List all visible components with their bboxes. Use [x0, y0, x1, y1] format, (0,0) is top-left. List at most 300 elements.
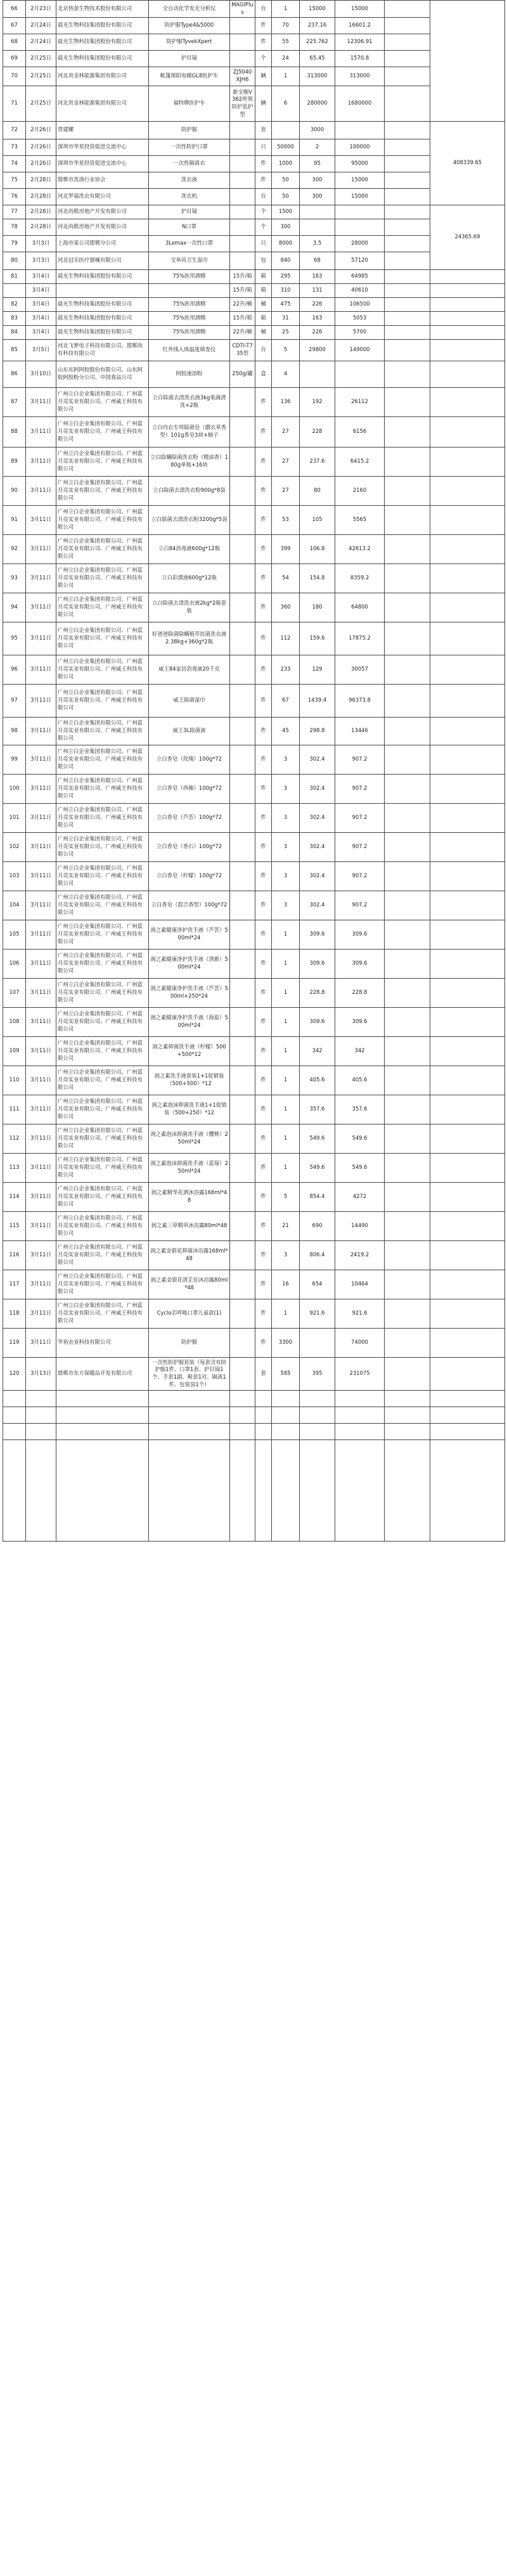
blank-cell	[3, 1439, 26, 1541]
blank-cell	[3, 1407, 26, 1423]
table-row	[3, 34, 505, 50]
row-item: 立白除菌去渍洗衣粉900g*8袋	[149, 476, 230, 505]
row-item: 洗衣机	[149, 188, 230, 205]
row-extra	[385, 188, 430, 205]
table-row	[3, 235, 505, 252]
table-row	[3, 1328, 505, 1357]
row-amount: 14490	[335, 1211, 385, 1240]
row-unit: 件	[255, 832, 272, 861]
row-item: 护目镜	[149, 50, 230, 67]
row-vendor: 广州立白企业集团有限公司、广州蓝月亮实业有限公司、广州威王科技有限公司	[56, 447, 149, 476]
row-price: 690	[300, 1211, 335, 1240]
table-row	[3, 252, 505, 269]
row-qty: 5	[272, 1182, 300, 1211]
table-row	[3, 1270, 505, 1299]
row-vendor: 河北贵金林能源集团有限公司	[56, 67, 149, 86]
row-number: 107	[3, 978, 26, 1007]
row-date: 3月11日	[26, 1328, 56, 1357]
row-qty: 3	[272, 745, 300, 774]
row-number: 88	[3, 416, 26, 447]
blank-cell	[272, 1439, 300, 1541]
row-unit: 件	[255, 172, 272, 188]
row-amount: 8359.2	[335, 564, 385, 593]
row-subtotal	[430, 325, 505, 339]
row-number: 98	[3, 717, 26, 745]
row-unit: 辆	[255, 86, 272, 121]
row-extra	[385, 325, 430, 339]
row-date: 3月11日	[26, 416, 56, 447]
row-item: 防护服	[149, 121, 230, 139]
row-extra	[385, 1328, 430, 1357]
row-extra	[385, 505, 430, 534]
donation-table	[3, 0, 505, 1542]
row-unit: 件	[255, 891, 272, 920]
blank-cell	[272, 1407, 300, 1423]
row-amount: 907.2	[335, 745, 385, 774]
row-unit: 件	[255, 447, 272, 476]
table-row	[3, 1153, 505, 1182]
row-unit: 件	[255, 387, 272, 416]
row-amount: 149000	[335, 339, 385, 361]
row-date: 3月11日	[26, 861, 56, 891]
row-extra	[385, 949, 430, 978]
row-spec	[230, 861, 255, 891]
row-date: 2月26日	[26, 155, 56, 172]
row-date: 2月26日	[26, 121, 56, 139]
row-amount: 15000	[335, 1, 385, 18]
row-unit: 箱	[255, 283, 272, 297]
row-date: 3月11日	[26, 1066, 56, 1095]
row-unit: 件	[255, 34, 272, 50]
row-spec	[230, 949, 255, 978]
row-amount: 309.6	[335, 949, 385, 978]
row-vendor	[56, 283, 149, 297]
row-qty: 1	[272, 920, 300, 949]
table-row	[3, 832, 505, 861]
row-unit: 只	[255, 235, 272, 252]
row-date: 2月28日	[26, 219, 56, 235]
blank-cell	[430, 1407, 505, 1423]
row-unit: 件	[255, 978, 272, 1007]
row-item: 润之素金银花清芷佳沐浴露80ml*48	[149, 1270, 230, 1299]
blank-cell	[56, 1423, 149, 1439]
row-extra	[385, 361, 430, 387]
row-amount: 309.6	[335, 1007, 385, 1036]
row-extra	[385, 717, 430, 745]
row-amount: 15000	[335, 188, 385, 205]
table-row	[3, 920, 505, 949]
row-qty: 295	[272, 269, 300, 283]
row-extra	[385, 447, 430, 476]
row-vendor: 晨光生物科技集团股份有限公司	[56, 325, 149, 339]
row-extra	[385, 67, 430, 86]
row-item: 防护服Type4&5000	[149, 17, 230, 34]
blank-cell	[300, 1407, 335, 1423]
row-amount	[335, 219, 385, 235]
row-price: 3.5	[300, 235, 335, 252]
table-row	[3, 1124, 505, 1153]
row-qty: 25	[272, 325, 300, 339]
row-qty: 585	[272, 1357, 300, 1390]
row-price: 342	[300, 1036, 335, 1066]
row-subtotal	[430, 1153, 505, 1182]
blank-cell	[272, 1390, 300, 1407]
row-date: 2月26日	[26, 139, 56, 155]
row-date: 2月24日	[26, 17, 56, 34]
row-item: 福特牌医护车	[149, 86, 230, 121]
row-extra	[385, 534, 430, 564]
row-price: 106.8	[300, 534, 335, 564]
table-row	[3, 622, 505, 655]
row-spec	[230, 1153, 255, 1182]
row-extra	[385, 593, 430, 622]
row-vendor: 河北尚联房地产开发有限公司	[56, 205, 149, 219]
table-row	[3, 205, 505, 219]
row-unit: 件	[255, 1095, 272, 1124]
row-date: 3月11日	[26, 1095, 56, 1124]
table-row	[3, 1357, 505, 1390]
row-number: 119	[3, 1328, 26, 1357]
row-amount: 17875.2	[335, 622, 385, 655]
row-qty: 840	[272, 252, 300, 269]
row-amount: 12306.91	[335, 34, 385, 50]
row-date: 3月11日	[26, 717, 56, 745]
row-qty: 21	[272, 1211, 300, 1240]
table-row	[3, 86, 505, 121]
row-extra	[385, 139, 430, 155]
row-price: 65.45	[300, 50, 335, 67]
blank-cell	[385, 1390, 430, 1407]
row-subtotal	[430, 361, 505, 387]
row-item: Cyclo芯呼吸口罩儿童款(1)	[149, 1299, 230, 1328]
table-row	[3, 283, 505, 297]
row-extra	[385, 155, 430, 172]
row-number: 80	[3, 252, 26, 269]
row-item: 润之素健康净护洗手液（海盐）500ml*24	[149, 1007, 230, 1036]
blank-cell	[26, 1407, 56, 1423]
row-vendor: 邯郸市东方保健品开发有限公司	[56, 1357, 149, 1390]
row-extra	[385, 387, 430, 416]
row-vendor: 晨光生物科技集团股份有限公司	[56, 311, 149, 325]
table-row	[3, 1036, 505, 1066]
row-number: 117	[3, 1270, 26, 1299]
blank-cell	[149, 1439, 230, 1541]
row-price: 302.4	[300, 803, 335, 832]
row-number: 70	[3, 67, 26, 86]
row-unit: 桶	[255, 325, 272, 339]
row-qty: 1	[272, 1299, 300, 1328]
row-subtotal	[430, 1095, 505, 1124]
row-item: 75%医用酒精	[149, 325, 230, 339]
row-subtotal	[430, 416, 505, 447]
blank-cell	[230, 1439, 255, 1541]
row-amount: 96373.8	[335, 684, 385, 717]
row-amount: 40610	[335, 283, 385, 297]
row-vendor: 晨光生物科技集团股份有限公司	[56, 34, 149, 50]
row-extra	[385, 1299, 430, 1328]
row-item: 75%医用酒精	[149, 297, 230, 311]
row-qty: 1	[272, 1095, 300, 1124]
table-row	[3, 172, 505, 188]
row-extra	[385, 655, 430, 684]
row-number: 74	[3, 155, 26, 172]
row-vendor: 广州立白企业集团有限公司、广州蓝月亮实业有限公司、广州威王科技有限公司	[56, 1007, 149, 1036]
table-row	[3, 17, 505, 34]
row-date: 3月11日	[26, 1007, 56, 1036]
row-qty: 70	[272, 17, 300, 34]
row-number	[3, 283, 26, 297]
row-amount	[335, 121, 385, 139]
row-item: 立白香皂（混合香型）100g*72	[149, 891, 230, 920]
row-vendor: 广州立白企业集团有限公司、广州蓝月亮实业有限公司、广州威王科技有限公司	[56, 387, 149, 416]
row-number: 68	[3, 34, 26, 50]
blank-cell	[230, 1407, 255, 1423]
row-amount: 64800	[335, 593, 385, 622]
row-date: 3月11日	[26, 1299, 56, 1328]
row-item: 立白除菌去渍洗衣液2kg*2瓶套装	[149, 593, 230, 622]
row-number: 95	[3, 622, 26, 655]
row-qty: 1	[272, 1066, 300, 1095]
row-vendor: 广州立白企业集团有限公司、广州蓝月亮实业有限公司、广州威王科技有限公司	[56, 564, 149, 593]
row-qty: 475	[272, 297, 300, 311]
row-subtotal	[430, 447, 505, 476]
row-vendor: 广州立白企业集团有限公司、广州蓝月亮实业有限公司、广州威王科技有限公司	[56, 1066, 149, 1095]
row-unit: 件	[255, 1270, 272, 1299]
blank-cell	[149, 1407, 230, 1423]
row-date: 2月23日	[26, 1, 56, 18]
row-item: 立白内衣专用除菌皂（蘑衣草香型）101g香皂3块+柚子	[149, 416, 230, 447]
row-vendor: 山东东阿阿胶股份有限公司、山东阿胶阿胶粉分公司、中国食品公司	[56, 361, 149, 387]
row-extra	[385, 1095, 430, 1124]
blank-cell	[26, 1423, 56, 1439]
row-extra	[385, 920, 430, 949]
row-number: 93	[3, 564, 26, 593]
row-subtotal	[430, 949, 505, 978]
row-price: 654	[300, 1270, 335, 1299]
row-amount: 549.6	[335, 1153, 385, 1182]
table-row	[3, 949, 505, 978]
row-qty: 4	[272, 361, 300, 387]
table-row	[3, 564, 505, 593]
table-row	[3, 1211, 505, 1240]
row-spec	[230, 50, 255, 67]
row-spec	[230, 534, 255, 564]
table-row	[3, 50, 505, 67]
row-date: 3月11日	[26, 505, 56, 534]
row-item: 润之素精华花洒沐浴露168ml*48	[149, 1182, 230, 1211]
row-vendor: 北京热景生物技术股份有限公司	[56, 1, 149, 18]
table-row	[3, 67, 505, 86]
row-unit: 件	[255, 1328, 272, 1357]
table-row	[3, 155, 505, 172]
row-amount: 228.8	[335, 978, 385, 1007]
table-row	[3, 505, 505, 534]
row-amount: 57120	[335, 252, 385, 269]
row-price: 237.16	[300, 17, 335, 34]
row-spec: 新全顺V362所领防护监护型	[230, 86, 255, 121]
row-number: 67	[3, 17, 26, 34]
row-number: 99	[3, 745, 26, 774]
row-qty: 3300	[272, 1328, 300, 1357]
row-price: 300	[300, 172, 335, 188]
row-extra	[385, 803, 430, 832]
row-vendor: 深圳市华星投资促进交流中心	[56, 155, 149, 172]
row-number: 85	[3, 339, 26, 361]
row-item: 立白香皂（柠檬）100g*72	[149, 861, 230, 891]
row-item: 洗衣液	[149, 172, 230, 188]
row-number: 89	[3, 447, 26, 476]
row-price: 29800	[300, 339, 335, 361]
row-date: 2月25日	[26, 50, 56, 67]
row-spec	[230, 655, 255, 684]
row-amount: 10464	[335, 1270, 385, 1299]
row-item: 立白香皂（西柚）100g*72	[149, 774, 230, 803]
row-item: 3Lemax一次性口罩	[149, 235, 230, 252]
row-vendor: 河北飞梦电子科技有限公司、邯郸尚有科技有限公司	[56, 339, 149, 361]
row-vendor: 广州立白企业集团有限公司、广州蓝月亮实业有限公司、广州威王科技有限公司	[56, 1182, 149, 1211]
row-price: 921.6	[300, 1299, 335, 1328]
row-qty: 112	[272, 622, 300, 655]
row-price: 95	[300, 155, 335, 172]
row-extra	[385, 1270, 430, 1299]
row-unit: 件	[255, 803, 272, 832]
row-number: 73	[3, 139, 26, 155]
row-amount: 231075	[335, 1357, 385, 1390]
row-extra	[385, 745, 430, 774]
row-date: 3月11日	[26, 655, 56, 684]
row-date: 3月4日	[26, 325, 56, 339]
row-subtotal	[430, 269, 505, 283]
blank-cell	[3, 1390, 26, 1407]
row-unit: 件	[255, 774, 272, 803]
row-number: 109	[3, 1036, 26, 1066]
row-extra	[385, 297, 430, 311]
row-price	[300, 219, 335, 235]
row-amount: 100000	[335, 139, 385, 155]
blank-cell	[230, 1390, 255, 1407]
row-qty: 50	[272, 188, 300, 205]
table-row	[3, 297, 505, 311]
row-price: 1439.4	[300, 684, 335, 717]
row-number: 86	[3, 361, 26, 387]
row-unit: 包	[255, 252, 272, 269]
table-row	[3, 1240, 505, 1270]
row-amount: 907.2	[335, 803, 385, 832]
row-number: 110	[3, 1066, 26, 1095]
row-unit: 个	[255, 219, 272, 235]
row-number: 79	[3, 235, 26, 252]
row-price: 309.6	[300, 1007, 335, 1036]
row-price	[300, 205, 335, 219]
row-unit: 件	[255, 476, 272, 505]
row-unit: 件	[255, 1007, 272, 1036]
row-unit: 台	[255, 188, 272, 205]
row-price: 228	[300, 416, 335, 447]
table-row	[3, 361, 505, 387]
row-unit: 台	[255, 339, 272, 361]
blank-row	[3, 1439, 505, 1541]
table-row	[3, 121, 505, 139]
blank-row	[3, 1407, 505, 1423]
row-qty: 45	[272, 717, 300, 745]
row-extra	[385, 476, 430, 505]
row-vendor: 河北冠乐医疗器械有限公司	[56, 252, 149, 269]
row-subtotal	[430, 1299, 505, 1328]
row-amount: 313000	[335, 67, 385, 86]
row-number: 120	[3, 1357, 26, 1390]
row-spec	[230, 1066, 255, 1095]
row-number: 91	[3, 505, 26, 534]
row-price: 549.6	[300, 1124, 335, 1153]
blank-cell	[385, 1407, 430, 1423]
row-qty: 1	[272, 949, 300, 978]
row-spec	[230, 1182, 255, 1211]
row-item: 立白除菌去渍洗衣粉3200g*5袋	[149, 505, 230, 534]
row-qty: 5	[272, 339, 300, 361]
row-number: 118	[3, 1299, 26, 1328]
row-unit: 件	[255, 949, 272, 978]
row-amount: 2160	[335, 476, 385, 505]
table-row	[3, 891, 505, 920]
row-unit: 件	[255, 1240, 272, 1270]
row-unit: 件	[255, 1066, 272, 1095]
blank-cell	[385, 1439, 430, 1541]
row-spec	[230, 1299, 255, 1328]
row-extra	[385, 34, 430, 50]
row-qty: 1	[272, 1036, 300, 1066]
row-extra	[385, 1124, 430, 1153]
row-qty: 55	[272, 34, 300, 50]
row-number: 87	[3, 387, 26, 416]
row-price: 806.4	[300, 1240, 335, 1270]
blank-cell	[335, 1390, 385, 1407]
row-unit: 箱	[255, 269, 272, 283]
row-qty: 1	[272, 978, 300, 1007]
row-extra	[385, 1066, 430, 1095]
blank-cell	[335, 1439, 385, 1541]
table-row	[3, 1299, 505, 1328]
row-extra	[385, 1036, 430, 1066]
row-qty: 1500	[272, 205, 300, 219]
blank-cell	[255, 1390, 272, 1407]
row-subtotal	[430, 593, 505, 622]
row-unit: 件	[255, 155, 272, 172]
row-qty: 6	[272, 86, 300, 121]
row-vendor: 河北尚联房地产开发有限公司	[56, 219, 149, 235]
row-date: 3月11日	[26, 534, 56, 564]
row-number: 96	[3, 655, 26, 684]
row-spec	[230, 978, 255, 1007]
row-subtotal	[430, 803, 505, 832]
row-qty: 27	[272, 476, 300, 505]
row-subtotal	[430, 534, 505, 564]
row-item: 防护服TyvekXpert	[149, 34, 230, 50]
table-row	[3, 447, 505, 476]
row-vendor: 广州立白企业集团有限公司、广州蓝月亮实业有限公司、广州威王科技有限公司	[56, 476, 149, 505]
row-amount: 64985	[335, 269, 385, 283]
row-unit: 套	[255, 1357, 272, 1390]
row-number: 84	[3, 325, 26, 339]
row-date: 3月11日	[26, 564, 56, 593]
row-item: 润之素健康净护洗手液（清新）500ml*24	[149, 949, 230, 978]
row-subtotal	[430, 717, 505, 745]
row-price: 131	[300, 283, 335, 297]
row-date: 3月11日	[26, 949, 56, 978]
table-row	[3, 978, 505, 1007]
row-subtotal	[430, 1124, 505, 1153]
row-date: 2月25日	[26, 86, 56, 121]
row-spec	[230, 476, 255, 505]
